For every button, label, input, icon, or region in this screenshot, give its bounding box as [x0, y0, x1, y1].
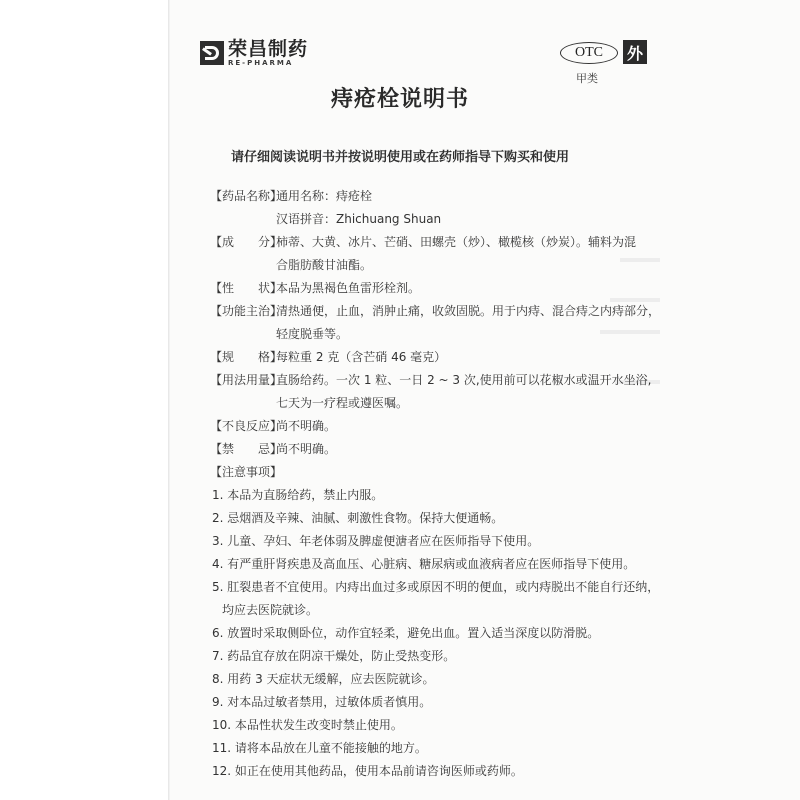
section-value: [276, 346, 650, 369]
sections-list: [210, 185, 661, 461]
section-text-line: 清热通便，止血，消肿止痛，收敛固脱。用于内痔、混合痔之内痔部分，: [276, 304, 661, 318]
section-value: [276, 415, 650, 438]
precaution-item: 1. 本品为直肠给药，禁止内服。: [212, 488, 384, 502]
precaution-item: 5. 肛裂患者不宜使用。内痔出血过多或原因不明的便血，或内痔脱出不能自行还纳，: [212, 580, 660, 594]
section-label: 【用法用量】: [210, 373, 283, 387]
page-title: 痔疮栓说明书: [330, 87, 469, 112]
precaution-item: 8. 用药 3 天症状无缓解，应去医院就诊。: [212, 672, 435, 686]
otc-badge: OTC: [560, 42, 618, 64]
section-value: [276, 438, 650, 461]
section-text-line: 通用名称：痔疮栓: [276, 189, 373, 203]
precaution-item: 2. 忌烟酒及辛辣、油腻、刺激性食物。保持大便通畅。: [212, 511, 504, 525]
section-label: 【成 分】: [210, 235, 283, 249]
section-value: [276, 231, 650, 277]
section-label: 【禁 忌】: [210, 442, 283, 456]
precaution-item-continued: 均应去医院就诊。: [222, 603, 319, 617]
section-value: [276, 369, 651, 415]
section-text-line: 直肠给药。一次 1 粒、一日 2 ~ 3 次,使用前可以花椒水或温开水坐浴,: [276, 373, 652, 387]
section-text-line: 本品为黑褐色鱼雷形栓剂。: [276, 281, 421, 295]
section-label: 【性 状】: [210, 281, 283, 295]
paper-fold: [168, 0, 170, 800]
precaution-item: 11. 请将本品放在儿童不能接触的地方。: [212, 741, 427, 755]
precaution-item: 10. 本品性状发生改变时禁止使用。: [212, 718, 403, 732]
section-text-line: 尚不明确。: [276, 442, 337, 456]
section-text-line: 每粒重 2 克（含芒硝 46 毫克）: [276, 350, 447, 364]
precaution-item: 3. 儿童、孕妇、年老体弱及脾虚便溏者应在医师指导下使用。: [212, 534, 540, 548]
external-use-badge: 外: [623, 40, 647, 64]
section-label: 【功能主治】: [210, 304, 283, 318]
section-row: [210, 231, 650, 277]
section-row: [210, 346, 650, 369]
company-logo: [200, 37, 309, 67]
leaflet-body: [210, 185, 661, 783]
section-text-line: 轻度脱垂等。: [276, 327, 349, 341]
section-value: [276, 300, 660, 346]
section-label: 【规 格】: [210, 350, 283, 364]
section-row: [210, 369, 650, 415]
section-row: [210, 415, 650, 438]
logo-chinese-name: 荣昌制药: [228, 37, 309, 60]
otc-category-label: 甲类: [576, 72, 598, 85]
logo-english-name: RE-PHARMA: [228, 58, 294, 67]
section-text-line: 尚不明确。: [276, 419, 337, 433]
section-text-line: 汉语拼音：Zhichuang Shuan: [276, 212, 442, 226]
precaution-item: 4. 有严重肝肾疾患及高血压、心脏病、糖尿病或血液病者应在医师指导下使用。: [212, 557, 636, 571]
precautions-list: [210, 484, 660, 783]
section-value: [276, 185, 650, 231]
section-row: [210, 185, 650, 231]
section-label: 【药品名称】: [210, 189, 283, 203]
section-row: [210, 277, 650, 300]
reading-instruction: 请仔细阅读说明书并按说明使用或在药师指导下购买和使用: [230, 150, 569, 165]
precautions-heading: 【注意事项】: [210, 465, 283, 479]
precaution-item: 12. 如正在使用其他药品，使用本品前请咨询医师或药师。: [212, 764, 523, 778]
section-value: [276, 277, 650, 300]
precaution-item: 7. 药品宜存放在阴凉干燥处，防止受热变形。: [212, 649, 456, 663]
section-row: [210, 300, 661, 346]
logo-mark-icon: [200, 41, 224, 65]
precaution-item: 6. 放置时采取侧卧位，动作宜轻柔，避免出血。置入适当深度以防滑脱。: [212, 626, 600, 640]
section-text-line: 合脂肪酸甘油酯。: [276, 258, 373, 272]
precaution-item: 9. 对本品过敏者禁用，过敏体质者慎用。: [212, 695, 432, 709]
section-label: 【不良反应】: [210, 419, 283, 433]
section-text-line: 七天为一疗程或遵医嘱。: [276, 396, 409, 410]
section-row: [210, 438, 650, 461]
section-text-line: 柿蒂、大黄、冰片、芒硝、田螺壳（炒）、橄榄核（炒炭）。辅料为混: [276, 235, 637, 249]
